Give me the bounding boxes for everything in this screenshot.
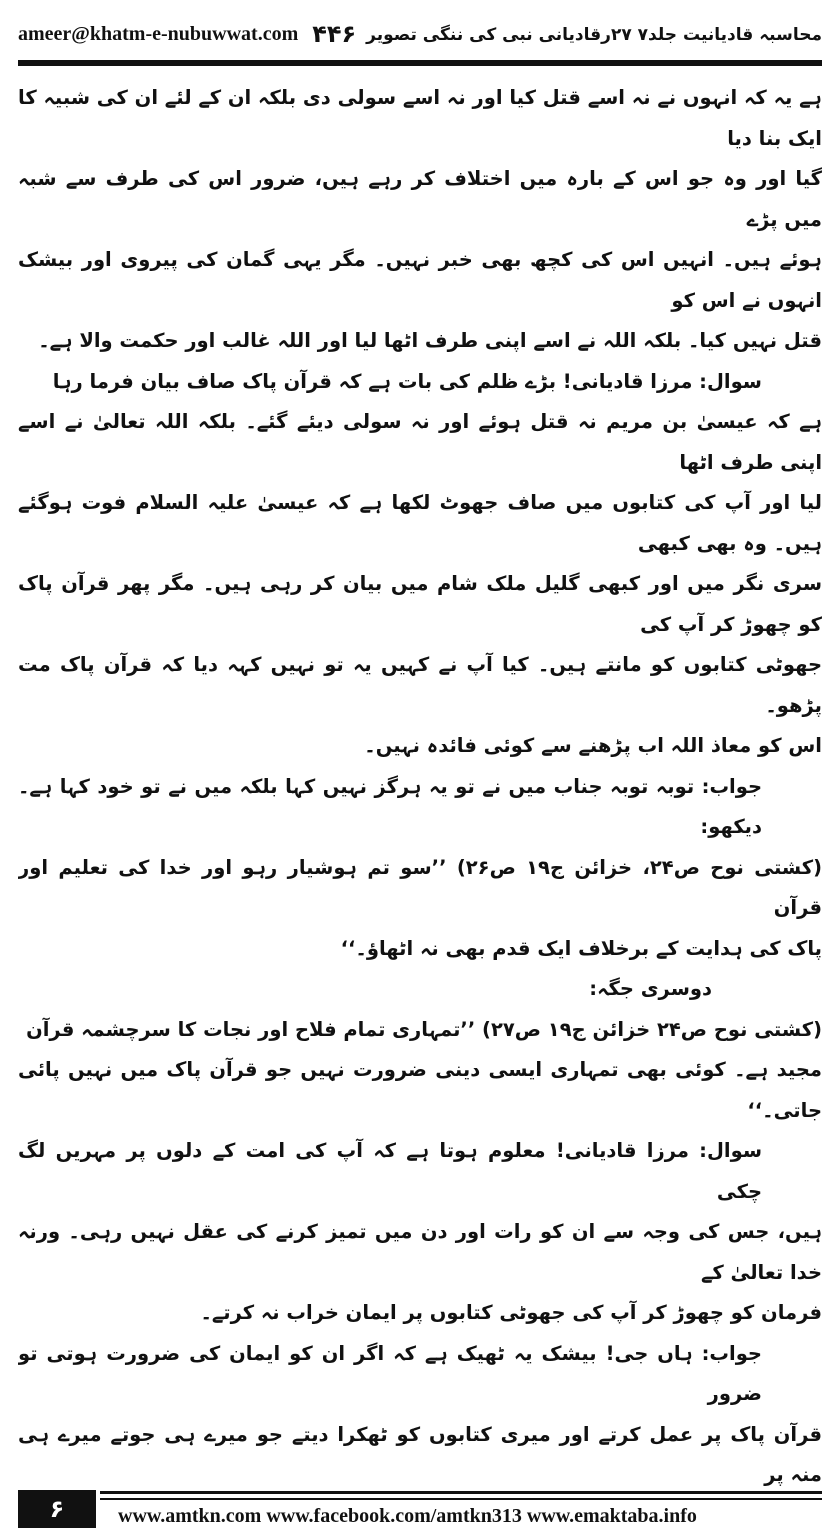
page-body [18,78,822,1488]
body-line: ہیں، جس کی وجہ سے ان کو رات اور دن میں تمیز کرنے کی عقل نہیں رہی۔ ورنہ خدا تعالیٰ کے [18,1220,822,1284]
header-email: ameer@khatm-e-nubuwwat.com [18,22,299,45]
header-left [18,20,356,48]
footer-rule [100,1491,822,1494]
body-line: پاک کی ہدایت کے برخلاف ایک قدم بھی نہ اٹھاؤ۔‘‘ [340,936,822,960]
footer-rule [100,1498,822,1500]
body-line: سری نگر میں اور کبھی گلیل ملک شام میں بیان کر رہی ہیں۔ مگر پھر قرآن پاک کو چھوڑ کر آپ کی [18,572,822,636]
question-line: سوال: مرزا قادیانی! بڑے ظلم کی بات ہے کہ قرآن پاک صاف بیان فرما رہا [52,369,762,393]
body-line: قتل نہیں کیا۔ بلکہ اللہ نے اسے اپنی طرف اٹھا لیا اور اللہ غالب اور حکمت والا ہے۔ [38,329,822,352]
body-line: ہوئے ہیں۔ انہیں اس کی کچھ بھی خبر نہیں۔ مگر یہی گمان کی پیروی اور بیشک انہوں نے اس کو [18,248,822,312]
subheading-line: دوسری جگہ: [589,977,712,1000]
header-rule [18,60,822,66]
body-line: قرآن پاک پر عمل کرتے اور میری کتابوں کو ٹھکرا دیتے جو میرے ہی جوتے میرے ہی منہ پر [18,1422,822,1486]
body-line: ہے یہ کہ انہوں نے نہ اسے قتل کیا اور نہ اسے سولی دی بلکہ ان کے لئے ان کی شبیہ کا ایک بنا دیا [18,86,822,150]
body-line: گیا اور وہ جو اس کے بارہ میں اختلاف کر رہے ہیں، ضرور اس کی طرف سے شبہ میں پڑے [18,167,822,231]
question-line: سوال: مرزا قادیانی! معلوم ہوتا ہے کہ آپ کی امت کے دلوں پر مہریں لگ چکی [18,1139,762,1203]
body-line: جھوٹی کتابوں کو مانتے ہیں۔ کیا آپ نے کہیں یہ تو نہیں کہہ دیا کہ قرآن پاک مت پڑھو۔ [18,653,822,717]
answer-line: جواب: ہاں جی! بیشک یہ ٹھیک ہے کہ اگر ان کو ایمان کی ضرورت ہوتی تو ضرور [18,1341,762,1405]
page-footer [0,1488,822,1534]
footer-page-box: ۶ [18,1490,96,1528]
citation-line: (کشتی نوح ص۲۴ خزائن ج۱۹ ص۲۷) ’’تمہاری تمام فلاح اور نجات کا سرچشمہ قرآن [26,1017,822,1041]
running-title: محاسبہ قادیانیت جلد۷ ۲۷رقادیانی نبی کی ننگی تصویر [366,24,822,45]
body-line: فرمان کو چھوڑ کر آپ کی جھوٹی کتابوں پر ایمان خراب نہ کرتے۔ [200,1301,822,1324]
body-line: ہے کہ عیسیٰ بن مریم نہ قتل ہوئے اور نہ سولی دیئے گئے۔ بلکہ اللہ تعالیٰ نے اسے اپنی طرف اٹھا [18,410,822,474]
body-line: اس کو معاذ اللہ اب پڑھنے سے کوئی فائدہ نہیں۔ [364,734,822,757]
body-line: مجید ہے۔ کوئی بھی تمہاری ایسی دینی ضرورت نہیں جو قرآن پاک میں نہیں پائی جاتی۔‘‘ [18,1058,822,1122]
page-number: ۴۴۶ [312,20,357,48]
citation-line: (کشتی نوح ص۲۴، خزائن ج۱۹ ص۲۶) ’’سو تم ہوشیار رہو اور خدا کی تعلیم اور قرآن [18,855,822,919]
answer-line: جواب: توبہ توبہ جناب میں نے تو یہ ہرگز نہیں کہا بلکہ میں نے تو خود کہا ہے۔ دیکھو: [18,774,762,838]
body-line: لیا اور آپ کی کتابوں میں صاف جھوٹ لکھا ہے کہ عیسیٰ علیہ السلام فوت ہوگئے ہیں۔ وہ بھی کبھی [18,491,822,555]
page-header [18,14,822,54]
footer-links: www.amtkn.com www.facebook.com/amtkn313 www.emaktaba.info [118,1505,697,1527]
